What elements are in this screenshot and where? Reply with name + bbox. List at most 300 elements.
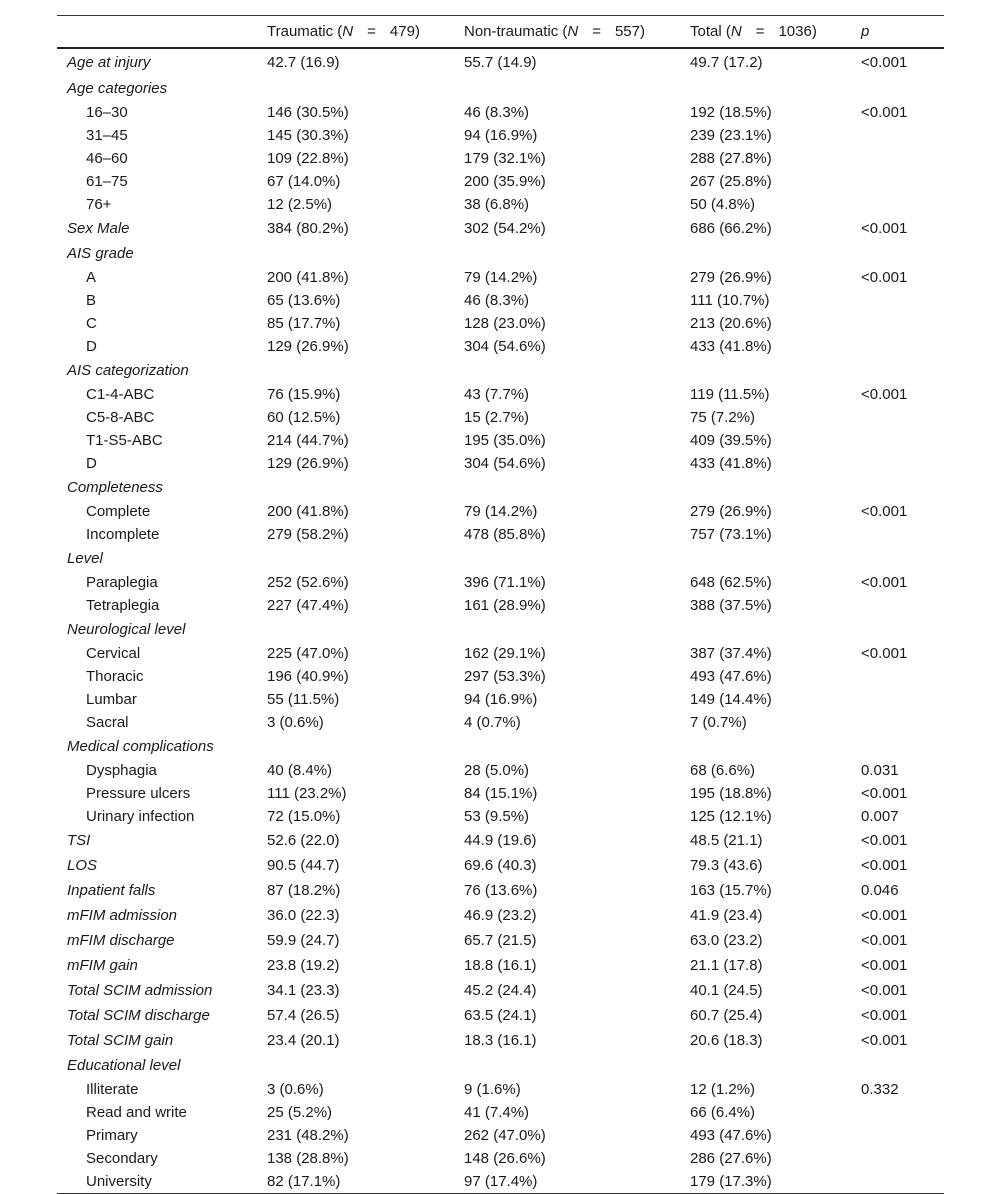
traumatic-cell	[257, 1053, 454, 1078]
header-traumatic-label: Traumatic (	[267, 22, 343, 40]
traumatic-cell: 34.1 (23.3)	[267, 981, 340, 999]
total-cell	[680, 358, 851, 383]
row-label: Completeness	[67, 478, 163, 496]
header-nontraumatic	[454, 16, 680, 48]
row-label: Thoracic	[86, 667, 144, 685]
nontraumatic-cell: 38 (6.8%)	[464, 195, 530, 213]
traumatic-cell: 200 (41.8%)	[267, 502, 349, 520]
section-row	[57, 76, 944, 101]
p-value-cell: <0.001	[861, 103, 908, 121]
nontraumatic-cell: 97 (17.4%)	[454, 1170, 680, 1194]
total-cell: 648 (62.5%)	[690, 573, 772, 591]
total-cell: 757 (73.1%)	[690, 525, 772, 543]
traumatic-cell: 109 (22.8%)	[267, 149, 349, 167]
header-nontraumatic-eq: =	[592, 22, 601, 40]
traumatic-cell: 82 (17.1%)	[257, 1170, 454, 1194]
traumatic-cell: 111 (23.2%)	[267, 784, 347, 802]
p-value-cell	[851, 358, 944, 383]
p-value-cell	[851, 193, 944, 216]
header-p-value: p	[851, 16, 944, 48]
nontraumatic-cell: 28 (5.0%)	[464, 761, 530, 779]
row-label: C1-4-ABC	[86, 385, 155, 403]
traumatic-cell: 76 (15.9%)	[267, 385, 341, 403]
nontraumatic-cell: 162 (29.1%)	[464, 644, 546, 662]
row-label: Tetraplegia	[86, 596, 160, 614]
total-cell: 21.1 (17.8)	[690, 956, 763, 974]
subcategory-row	[57, 147, 944, 170]
total-cell: 163 (15.7%)	[690, 881, 772, 899]
row-label: Total SCIM gain	[67, 1031, 174, 1049]
header-nontraumatic-n: N	[567, 22, 579, 40]
subcategory-row	[57, 124, 944, 147]
traumatic-cell: 25 (5.2%)	[267, 1103, 333, 1121]
traumatic-cell	[257, 617, 454, 642]
p-value-cell: 0.031	[861, 761, 899, 779]
traumatic-cell	[257, 546, 454, 571]
nontraumatic-cell: 84 (15.1%)	[464, 784, 538, 802]
header-nontraumatic-label: Non-traumatic (	[464, 22, 568, 40]
row-label: Lumbar	[86, 690, 137, 708]
header-nontraumatic-close: )	[640, 22, 645, 40]
traumatic-cell: 40 (8.4%)	[267, 761, 333, 779]
traumatic-cell: 90.5 (44.7)	[267, 856, 340, 874]
header-total-eq: =	[755, 22, 765, 40]
traumatic-cell: 145 (30.3%)	[267, 126, 349, 144]
header-traumatic	[257, 16, 454, 48]
total-cell: 409 (39.5%)	[690, 431, 772, 449]
subcategory-row	[57, 101, 944, 124]
traumatic-cell	[257, 358, 454, 383]
row-label: C	[86, 314, 97, 332]
traumatic-cell	[257, 734, 454, 759]
section-row	[57, 617, 944, 642]
p-value-cell: <0.001	[861, 268, 908, 286]
p-value-cell: 0.007	[861, 807, 899, 825]
p-value-cell	[851, 734, 944, 759]
total-cell	[680, 546, 851, 571]
nontraumatic-cell: 79 (14.2%)	[464, 268, 538, 286]
row-label: Age categories	[67, 79, 168, 97]
subcategory-row	[57, 594, 944, 617]
subcategory-row	[57, 1124, 944, 1147]
traumatic-cell	[257, 475, 454, 500]
nontraumatic-cell: 46.9 (23.2)	[464, 906, 537, 924]
nontraumatic-cell: 148 (26.6%)	[464, 1149, 546, 1167]
header-traumatic-eq: =	[367, 22, 376, 40]
subcategory-row	[57, 289, 944, 312]
row-label: Read and write	[86, 1103, 187, 1121]
p-value-cell: 0.332	[861, 1080, 899, 1098]
nontraumatic-cell: 43 (7.7%)	[464, 385, 530, 403]
nontraumatic-cell	[454, 358, 680, 383]
traumatic-cell: 129 (26.9%)	[267, 337, 349, 355]
row-label: Age at injury	[67, 53, 151, 71]
nontraumatic-cell: 396 (71.1%)	[464, 573, 546, 591]
subcategory-row	[57, 1101, 944, 1124]
header-traumatic-value: 479	[389, 22, 415, 40]
total-cell	[680, 76, 851, 101]
nontraumatic-cell: 128 (23.0%)	[464, 314, 546, 332]
p-value-cell	[851, 594, 944, 617]
total-cell: 20.6 (18.3)	[690, 1031, 763, 1049]
p-value-cell: <0.001	[861, 931, 908, 949]
traumatic-cell	[257, 241, 454, 266]
row-label: Cervical	[86, 644, 141, 662]
nontraumatic-cell: 304 (54.6%)	[464, 454, 546, 472]
p-value-cell	[851, 452, 944, 475]
p-value-cell	[851, 1101, 944, 1124]
row-label: mFIM discharge	[67, 931, 175, 949]
traumatic-cell: 12 (2.5%)	[267, 195, 333, 213]
nontraumatic-cell	[454, 617, 680, 642]
p-value-cell: <0.001	[861, 831, 908, 849]
p-value-cell: <0.001	[861, 219, 908, 237]
subcategory-row	[57, 571, 944, 594]
section-row	[57, 953, 944, 978]
traumatic-cell: 196 (40.9%)	[267, 667, 349, 685]
nontraumatic-cell: 304 (54.6%)	[464, 337, 546, 355]
row-label: C5-8-ABC	[86, 408, 155, 426]
total-cell: 388 (37.5%)	[690, 596, 772, 614]
traumatic-cell: 146 (30.5%)	[267, 103, 349, 121]
section-row	[57, 1028, 944, 1053]
total-cell: 433 (41.8%)	[690, 454, 772, 472]
header-traumatic-n: N	[342, 22, 354, 40]
header-total-n: N	[730, 22, 742, 40]
subcategory-row	[57, 665, 944, 688]
nontraumatic-cell: 76 (13.6%)	[464, 881, 538, 899]
p-value-cell: <0.001	[861, 981, 908, 999]
total-cell	[680, 1053, 851, 1078]
traumatic-cell: 214 (44.7%)	[267, 431, 349, 449]
nontraumatic-cell: 478 (85.8%)	[464, 525, 546, 543]
p-value-cell	[851, 665, 944, 688]
row-label: Pressure ulcers	[86, 784, 191, 802]
nontraumatic-cell: 46 (8.3%)	[464, 291, 530, 309]
section-row	[57, 48, 944, 76]
total-cell: 49.7 (17.2)	[690, 53, 763, 71]
row-label: D	[86, 454, 97, 472]
p-value-cell: <0.001	[861, 644, 908, 662]
total-cell: 125 (12.1%)	[690, 807, 772, 825]
total-cell: 111 (10.7%)	[690, 291, 770, 309]
total-cell	[680, 734, 851, 759]
row-label: Inpatient falls	[67, 881, 156, 899]
total-cell: 493 (47.6%)	[690, 667, 772, 685]
subcategory-row	[57, 335, 944, 358]
total-cell: 79.3 (43.6)	[690, 856, 763, 874]
row-label: 31–45	[86, 126, 128, 144]
total-cell: 279 (26.9%)	[690, 502, 772, 520]
table-header	[57, 16, 944, 48]
p-value-cell	[851, 241, 944, 266]
traumatic-cell: 3 (0.6%)	[267, 1080, 324, 1098]
total-cell: 60.7 (25.4)	[690, 1006, 763, 1024]
p-value-cell: <0.001	[861, 956, 908, 974]
total-cell: 267 (25.8%)	[690, 172, 772, 190]
nontraumatic-cell: 46 (8.3%)	[464, 103, 530, 121]
p-value-cell	[851, 1170, 944, 1194]
total-cell: 12 (1.2%)	[690, 1080, 756, 1098]
p-value-cell: 0.046	[861, 881, 899, 899]
row-label: Level	[67, 549, 103, 567]
nontraumatic-cell: 55.7 (14.9)	[464, 53, 537, 71]
total-cell: 286 (27.6%)	[690, 1149, 772, 1167]
row-label: T1-S5-ABC	[86, 431, 163, 449]
nontraumatic-cell: 15 (2.7%)	[464, 408, 530, 426]
p-value-cell	[851, 688, 944, 711]
row-label: mFIM gain	[67, 956, 138, 974]
p-value-cell	[851, 406, 944, 429]
row-label: 46–60	[86, 149, 128, 167]
traumatic-cell: 60 (12.5%)	[267, 408, 341, 426]
traumatic-cell: 52.6 (22.0)	[267, 831, 340, 849]
section-row	[57, 853, 944, 878]
traumatic-cell: 129 (26.9%)	[267, 454, 349, 472]
row-label: Incomplete	[86, 525, 160, 543]
total-cell	[680, 475, 851, 500]
header-total-close: )	[811, 22, 817, 40]
p-value-cell	[851, 312, 944, 335]
traumatic-cell: 65 (13.6%)	[267, 291, 341, 309]
total-cell: 50 (4.8%)	[690, 195, 756, 213]
p-value-cell	[851, 1053, 944, 1078]
subcategory-row	[57, 1078, 944, 1101]
row-label: mFIM admission	[67, 906, 178, 924]
nontraumatic-cell: 200 (35.9%)	[464, 172, 546, 190]
p-value-cell: <0.001	[861, 906, 908, 924]
section-row	[57, 546, 944, 571]
header-total	[680, 16, 851, 48]
nontraumatic-cell: 94 (16.9%)	[464, 690, 538, 708]
p-value-cell: <0.001	[861, 53, 908, 71]
row-label: AIS categorization	[67, 361, 189, 379]
subcategory-row	[57, 429, 944, 452]
nontraumatic-cell	[454, 546, 680, 571]
traumatic-cell: 231 (48.2%)	[267, 1126, 349, 1144]
section-row	[57, 878, 944, 903]
nontraumatic-cell: 262 (47.0%)	[464, 1126, 546, 1144]
traumatic-cell: 138 (28.8%)	[267, 1149, 349, 1167]
subcategory-row	[57, 688, 944, 711]
row-label: Sex Male	[67, 219, 130, 237]
subcategory-row	[57, 193, 944, 216]
traumatic-cell: 23.4 (20.1)	[267, 1031, 340, 1049]
p-value-cell	[851, 1147, 944, 1170]
nontraumatic-cell: 63.5 (24.1)	[464, 1006, 537, 1024]
nontraumatic-cell: 79 (14.2%)	[464, 502, 538, 520]
row-label: 76+	[86, 195, 112, 213]
p-value-cell: <0.001	[861, 784, 908, 802]
nontraumatic-cell: 41 (7.4%)	[464, 1103, 530, 1121]
p-value-cell	[851, 76, 944, 101]
row-label: LOS	[67, 856, 98, 874]
row-label: Total SCIM admission	[67, 981, 213, 999]
header-total-value: 1036	[778, 22, 812, 40]
traumatic-cell: 42.7 (16.9)	[267, 53, 340, 71]
p-value-cell: <0.001	[861, 1006, 908, 1024]
row-label: Complete	[86, 502, 151, 520]
p-value-cell: <0.001	[861, 573, 908, 591]
section-row	[57, 828, 944, 853]
traumatic-cell: 3 (0.6%)	[267, 713, 324, 731]
subcategory-row	[57, 1170, 944, 1194]
subcategory-row	[57, 406, 944, 429]
total-cell: 48.5 (21.1)	[690, 831, 763, 849]
section-row	[57, 928, 944, 953]
subcategory-row	[57, 312, 944, 335]
row-label: Primary	[86, 1126, 138, 1144]
header-nontraumatic-value: 557	[614, 22, 640, 40]
row-label: AIS grade	[67, 244, 134, 262]
nontraumatic-cell	[454, 475, 680, 500]
nontraumatic-cell: 195 (35.0%)	[464, 431, 546, 449]
nontraumatic-cell: 65.7 (21.5)	[464, 931, 537, 949]
nontraumatic-cell	[454, 76, 680, 101]
header-traumatic-close: )	[414, 22, 420, 40]
section-row	[57, 241, 944, 266]
total-cell	[680, 241, 851, 266]
subcategory-row	[57, 500, 944, 523]
p-value-cell: <0.001	[861, 1031, 908, 1049]
row-label: Neurological level	[67, 620, 186, 638]
traumatic-cell: 87 (18.2%)	[267, 881, 341, 899]
row-label: Medical complications	[67, 737, 214, 755]
total-cell: 149 (14.4%)	[690, 690, 772, 708]
total-cell: 119 (11.5%)	[690, 385, 770, 403]
header-variable	[57, 16, 257, 48]
traumatic-cell: 85 (17.7%)	[267, 314, 341, 332]
p-value-cell	[851, 147, 944, 170]
row-label: A	[86, 268, 97, 286]
subcategory-row	[57, 266, 944, 289]
traumatic-cell	[257, 76, 454, 101]
nontraumatic-cell: 4 (0.7%)	[464, 713, 521, 731]
table-body	[57, 48, 944, 1194]
p-value-cell: <0.001	[861, 385, 908, 403]
row-label: Illiterate	[86, 1080, 139, 1098]
nontraumatic-cell: 44.9 (19.6)	[464, 831, 537, 849]
p-value-cell	[851, 711, 944, 734]
total-cell: 288 (27.8%)	[690, 149, 772, 167]
total-cell: 75 (7.2%)	[690, 408, 756, 426]
p-value-cell	[851, 335, 944, 358]
total-cell: 387 (37.4%)	[690, 644, 772, 662]
row-label: 16–30	[86, 103, 128, 121]
p-value-cell: <0.001	[861, 856, 908, 874]
total-cell: 686 (66.2%)	[690, 219, 772, 237]
p-value-cell	[851, 429, 944, 452]
total-cell	[680, 617, 851, 642]
traumatic-cell: 36.0 (22.3)	[267, 906, 340, 924]
traumatic-cell: 67 (14.0%)	[267, 172, 341, 190]
row-label: Educational level	[67, 1056, 181, 1074]
nontraumatic-cell: 18.3 (16.1)	[464, 1031, 537, 1049]
row-label: Paraplegia	[86, 573, 158, 591]
subcategory-row	[57, 523, 944, 546]
total-cell: 68 (6.6%)	[690, 761, 756, 779]
row-label: B	[86, 291, 97, 309]
row-label: Secondary	[86, 1149, 158, 1167]
traumatic-cell: 227 (47.4%)	[267, 596, 349, 614]
section-row	[57, 216, 944, 241]
nontraumatic-cell: 69.6 (40.3)	[464, 856, 537, 874]
data-table	[57, 15, 944, 1194]
nontraumatic-cell: 9 (1.6%)	[464, 1080, 521, 1098]
traumatic-cell: 55 (11.5%)	[267, 690, 340, 708]
row-label: D	[86, 337, 97, 355]
subcategory-row	[57, 383, 944, 406]
total-cell: 213 (20.6%)	[690, 314, 772, 332]
nontraumatic-cell: 45.2 (24.4)	[464, 981, 537, 999]
header-total-label: Total (	[690, 22, 731, 40]
total-cell: 195 (18.8%)	[690, 784, 772, 802]
total-cell: 40.1 (24.5)	[690, 981, 763, 999]
nontraumatic-cell: 161 (28.9%)	[464, 596, 546, 614]
subcategory-row	[57, 711, 944, 734]
nontraumatic-cell: 94 (16.9%)	[464, 126, 538, 144]
row-label: Dysphagia	[86, 761, 157, 779]
total-cell: 63.0 (23.2)	[690, 931, 763, 949]
traumatic-cell: 59.9 (24.7)	[267, 931, 340, 949]
traumatic-cell: 72 (15.0%)	[267, 807, 341, 825]
section-row	[57, 475, 944, 500]
traumatic-cell: 252 (52.6%)	[267, 573, 349, 591]
total-cell: 493 (47.6%)	[690, 1126, 772, 1144]
subcategory-row	[57, 1147, 944, 1170]
p-value-cell	[851, 170, 944, 193]
section-row	[57, 734, 944, 759]
section-row	[57, 358, 944, 383]
nontraumatic-cell	[454, 1053, 680, 1078]
subcategory-row	[57, 782, 944, 805]
nontraumatic-cell	[454, 734, 680, 759]
subcategory-row	[57, 805, 944, 828]
traumatic-cell: 384 (80.2%)	[267, 219, 349, 237]
row-label: University	[57, 1170, 257, 1194]
total-cell: 41.9 (23.4)	[690, 906, 763, 924]
p-value-cell	[851, 1124, 944, 1147]
section-row	[57, 1053, 944, 1078]
row-label: Sacral	[86, 713, 129, 731]
p-value-cell	[851, 475, 944, 500]
p-value-cell: <0.001	[861, 502, 908, 520]
total-cell: 279 (26.9%)	[690, 268, 772, 286]
row-label: Total SCIM discharge	[67, 1006, 210, 1024]
row-label: Urinary infection	[86, 807, 195, 825]
nontraumatic-cell: 297 (53.3%)	[464, 667, 546, 685]
total-cell: 7 (0.7%)	[690, 713, 747, 731]
nontraumatic-cell: 18.8 (16.1)	[464, 956, 537, 974]
section-row	[57, 1003, 944, 1028]
subcategory-row	[57, 452, 944, 475]
subcategory-row	[57, 759, 944, 782]
nontraumatic-cell: 179 (32.1%)	[464, 149, 546, 167]
section-row	[57, 978, 944, 1003]
total-cell: 239 (23.1%)	[690, 126, 772, 144]
traumatic-cell: 225 (47.0%)	[267, 644, 349, 662]
p-value-cell	[851, 617, 944, 642]
traumatic-cell: 279 (58.2%)	[267, 525, 349, 543]
traumatic-cell: 23.8 (19.2)	[267, 956, 340, 974]
traumatic-cell: 200 (41.8%)	[267, 268, 349, 286]
p-value-cell	[851, 523, 944, 546]
subcategory-row	[57, 642, 944, 665]
nontraumatic-cell	[454, 241, 680, 266]
p-value-cell	[851, 546, 944, 571]
total-cell: 433 (41.8%)	[690, 337, 772, 355]
nontraumatic-cell: 53 (9.5%)	[464, 807, 530, 825]
